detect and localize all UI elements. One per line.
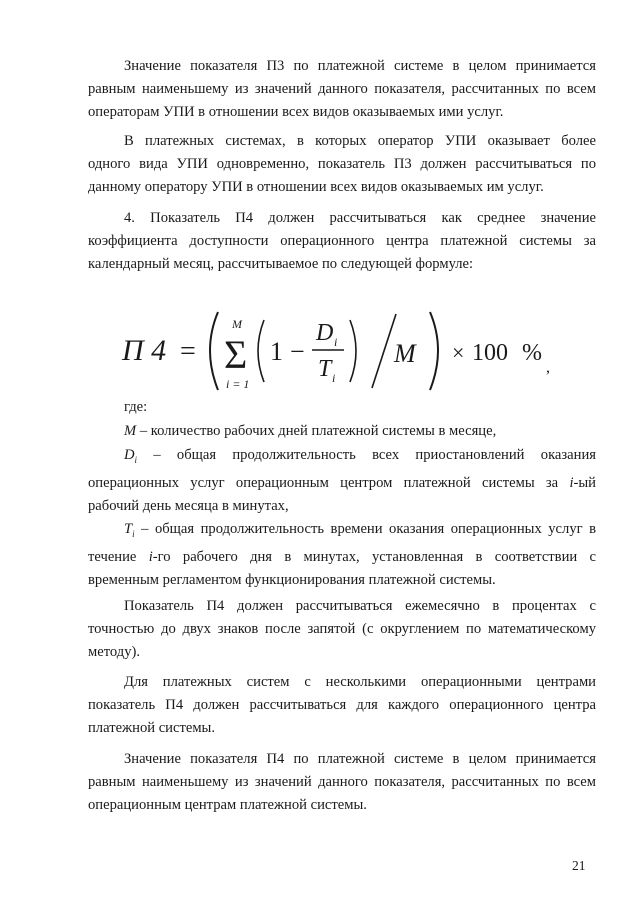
definition-d: $D_i$ – общая продолжительность всех приостановлений оказания операционных услуг операционным центром платежной системы за i-ый рабочий день месяца в минутах, — [88, 447, 596, 514]
sigma-symbol: Σ — [224, 332, 248, 377]
paragraph-p4-definition — [88, 207, 596, 276]
symbol-d: D — [124, 447, 135, 463]
text-line: коэффициента доступности операционного центра платежной системы за — [88, 233, 596, 249]
formula-equals: = — [180, 336, 196, 367]
paragraph-p4-summary: Значение показателя П4 по платежной системе в целом принимается равным наименьшему из значений данного показателя, рассчитанных по всем операционным центрам платежной системы. — [88, 751, 596, 813]
sum-upper-limit: M — [232, 317, 242, 331]
where-label: где: — [124, 399, 148, 415]
paragraph-multi-upi — [88, 130, 596, 199]
definition-m: M – количество рабочих дней платежной системы в месяце, — [124, 423, 497, 439]
text-line: равным наименьшему из значений данного показателя, рассчитанных по всем — [88, 81, 596, 97]
page-number: 21 — [572, 858, 586, 873]
text-line: 4. Показатель П4 должен рассчитываться как среднее значение — [124, 210, 596, 226]
sum-lower-limit: i = 1 — [226, 377, 250, 391]
paragraph-p3-summary — [88, 55, 596, 124]
formula-times: × — [452, 340, 465, 365]
right-paren-inner — [350, 320, 356, 382]
symbol-t: T — [124, 521, 133, 537]
left-paren-outer — [210, 312, 218, 390]
formula-minus: − — [290, 337, 305, 366]
text-line: одного вида УПИ одновременно, показатель П3 должен рассчитываться по — [88, 156, 596, 172]
fraction-denominator: T — [318, 356, 332, 382]
denominator-subscript: i — [332, 371, 336, 385]
text-line: В платежных системах, в которых оператор УПИ оказывает более — [124, 133, 596, 149]
formula-one: 1 — [270, 337, 283, 366]
numerator-subscript: i — [334, 335, 338, 349]
paragraph-multiple-centers: Для платежных систем с несколькими операционными центрами показатель П4 должен рассчитываться для каждого операционного центра платежной системы. — [88, 674, 596, 736]
definition-t: $T_i$ – общая продолжительность времени оказания операционных услуг в течение i-го рабочего дня в минутах, установленная в соответствии с временным регламентом функционирования платежной системы. — [88, 521, 596, 588]
text-line: календарный месяц, рассчитываемое по следующей формуле: — [88, 256, 474, 272]
formula-p4 — [118, 306, 578, 396]
fraction-numerator: D — [316, 320, 334, 346]
symbol-m: M — [124, 423, 137, 439]
division-slash — [372, 314, 396, 388]
right-paren-outer — [430, 312, 438, 390]
formula-divisor: M — [394, 339, 416, 368]
formula-percent: % — [522, 340, 542, 366]
formula-comma: , — [546, 359, 550, 376]
text-line: данному оператору УПИ в отношении всех видов оказываемых им услуг. — [88, 179, 544, 195]
formula-svg — [118, 306, 578, 396]
text-line: операторам УПИ в отношении всех видов оказываемых ими услуг. — [88, 104, 504, 120]
paragraph-monthly-calc: Показатель П4 должен рассчитываться ежемесячно в процентах с точностью до двух знаков после запятой (с округлением по математическому методу). — [88, 598, 596, 660]
left-paren-inner — [258, 320, 264, 382]
formula-lhs: П 4 — [122, 334, 167, 367]
formula-hundred: 100 — [472, 340, 508, 366]
text-line: Значение показателя П3 по платежной системе в целом принимается — [124, 58, 596, 74]
